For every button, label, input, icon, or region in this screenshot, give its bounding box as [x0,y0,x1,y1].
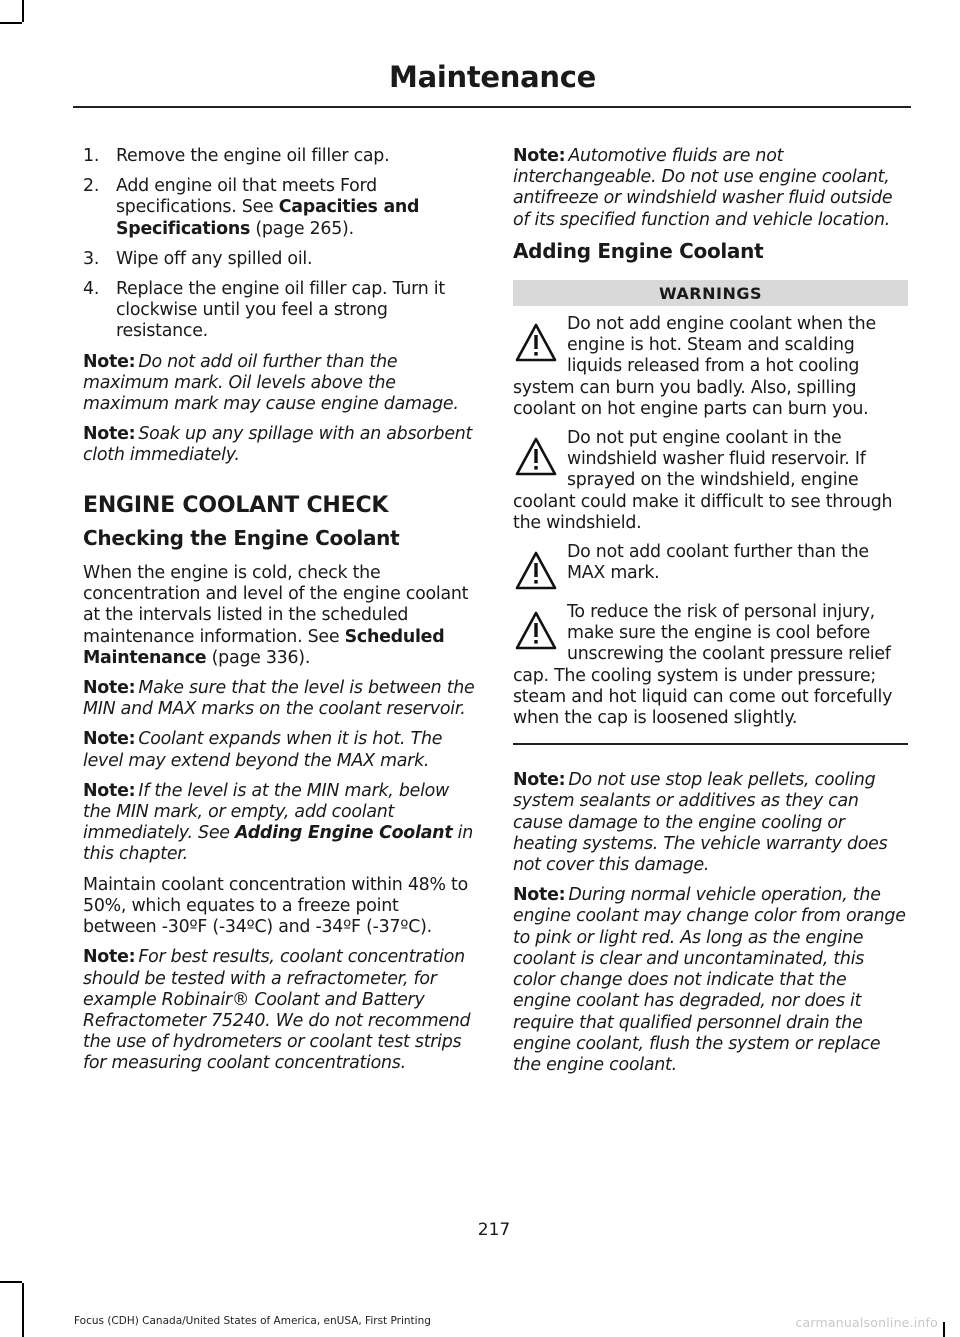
warning-triangle-icon [513,608,559,654]
step-2 [83,176,476,240]
warning-item [513,602,908,729]
page-reference: (page 336). [206,647,311,668]
subsection-heading: Adding Engine Coolant [513,238,764,263]
warning-triangle-icon [513,434,559,480]
left-column [83,146,476,1084]
note-text: Do not use stop leak pellets, cooling system sealants or additives as they can cause damage to the engine cooling or heating systems. The vehicle warranty does not cover this damage. [513,770,888,876]
note-label: Note: [83,729,136,750]
cross-reference-link[interactable]: Capacities and Specifications [116,197,420,239]
warning-text: Do not put engine coolant in the windshield washer fluid reservoir. If sprayed on the windshield, engine coolant could make it difficult to see through the windshield. [513,428,893,533]
page-number: 217 [477,1220,511,1240]
note-label: Note: [513,885,566,906]
note-text: For best results, coolant concentration should be tested with a refractometer, for example Robinair® Coolant and Battery Refractometer 75240. We do not recommend the use of hydrometers or coolant test strips for measuring coolant concentrations. [83,947,471,1074]
paragraph-text: When the engine is cold, check the concentration and level of the engine coolant at the intervals listed in the scheduled maintenance information. See [83,563,469,647]
note-refractometer [83,947,476,1074]
note-text: Soak up any spillage with an absorbent cloth immediately. [83,424,473,466]
note-expands [83,729,476,771]
check-paragraph [83,563,476,669]
note-label: Note: [83,947,136,968]
step-text: Remove the engine oil filler cap. [116,146,390,166]
page-reference: (page 265). [250,218,354,239]
warning-item [513,542,908,594]
note-text: Do not add oil further than the maximum mark. Oil levels above the maximum mark may cause engine damage. [83,351,459,415]
concentration-paragraph: Maintain coolant concentration within 48% to 50%, which equates to a freeze point between -30ºF (-34ºC) and -34ºF (-37ºC). [83,874,468,938]
crop-mark-bottom-left-v [22,1283,24,1337]
note-text-end: in this chapter. [83,823,474,865]
note-text: Coolant expands when it is hot. The level may extend beyond the MAX mark. [83,729,443,771]
warnings-end-rule [513,743,908,745]
step-1 [83,146,476,167]
warnings-heading: WARNINGS [513,280,908,306]
section-heading: ENGINE COOLANT CHECK [83,492,389,518]
right-column [513,146,908,1085]
crop-mark-top-left [22,0,24,22]
note-min-mark [83,781,476,866]
warnings-box [513,280,908,745]
footer-text: Focus (CDH) Canada/United States of America, enUSA, First Printing [74,1315,431,1327]
note-text: During normal vehicle operation, the engine coolant may change color from orange to pink or light red. As long as the engine coolant is clear and uncontaminated, this color change does not indicate that the engine coolant has degraded, nor does it require that qualified personnel drain the engine coolant, flush the system or replace the engine coolant. [513,885,906,1075]
cross-reference-link[interactable]: Adding Engine Coolant [235,823,453,844]
step-number: 1. [83,146,100,166]
note-level [83,678,476,720]
step-text: Wipe off any spilled oil. [116,248,313,269]
warning-triangle-icon [513,548,559,594]
note-label: Note: [513,770,566,791]
note-text: If the level is at the MIN mark, below the MIN mark, or empty, add coolant immediately. See [83,780,450,844]
warning-text: To reduce the risk of personal injury, make sure the engine is cool before unscrewing the coolant pressure relief cap. The cooling system is under pressure; steam and hot liquid can come out forcefully when the cap is loosened slightly. [513,602,893,729]
warning-item [513,428,908,534]
note-text: Make sure that the level is between the MIN and MAX marks on the coolant reservoir. [83,678,475,720]
step-text: Add engine oil that meets Ford specifications. See [116,176,377,218]
header-divider [73,106,911,108]
note-spillage [83,424,476,466]
step-4 [83,279,476,343]
page-title: Maintenance [389,60,596,94]
watermark: carmanualsonline.info [795,1315,938,1330]
step-number: 3. [83,248,100,269]
note-text: Automotive fluids are not interchangeable. Do not use engine coolant, antifreeze or windshield washer fluid outside of its specified function and vehicle location. [513,146,893,230]
note-stop-leak [513,770,908,876]
warning-text: Do not add engine coolant when the engine is hot. Steam and scalding liquids released from a hot cooling system can burn you badly. Also, spilling coolant on hot engine parts can burn you. [513,314,876,419]
crop-mark-top-left-h [0,22,22,24]
note-oil-max [83,352,476,416]
step-number: 4. [83,279,100,300]
note-color-change [513,885,908,1076]
note-label: Note: [83,780,136,801]
step-3 [83,249,476,270]
step-number: 2. [83,176,100,197]
note-fluids [513,146,908,231]
warning-item [513,314,908,420]
warning-text: Do not add coolant further than the MAX mark. [567,542,869,584]
note-label: Note: [513,146,566,166]
subsection-heading: Checking the Engine Coolant [83,525,400,550]
crop-mark-bottom-right [943,1322,945,1337]
note-label: Note: [83,351,136,372]
cross-reference-link[interactable]: Scheduled Maintenance [83,626,445,668]
note-label: Note: [83,678,136,699]
note-label: Note: [83,424,136,445]
warning-triangle-icon [513,320,559,366]
crop-mark-bottom-left [0,1281,22,1283]
step-text: Replace the engine oil filler cap. Turn it clockwise until you feel a strong resistance. [116,279,445,342]
